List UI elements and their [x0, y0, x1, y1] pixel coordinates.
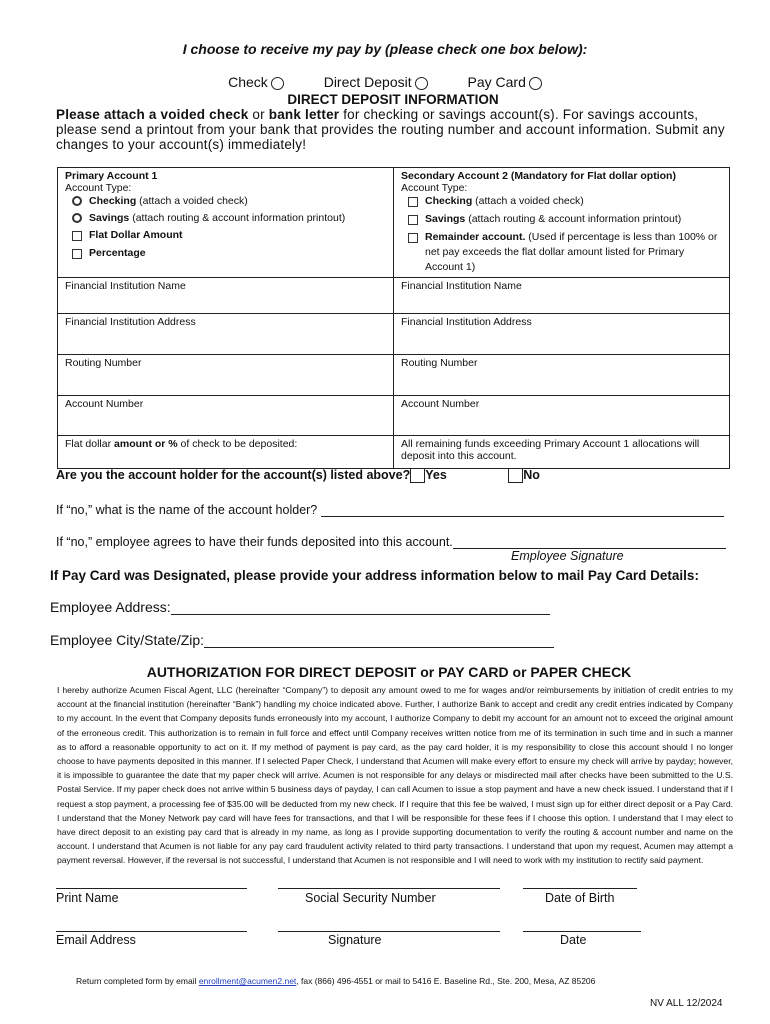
email-line[interactable]: [56, 931, 247, 932]
primary-account-title: Primary Account 1: [65, 170, 158, 182]
primary-percentage-checkbox[interactable]: [72, 249, 82, 259]
secondary-account-number-field[interactable]: [394, 396, 730, 436]
secondary-remainder-checkbox[interactable]: [408, 233, 418, 243]
no-label: No: [523, 468, 540, 482]
primary-flat-label: Flat Dollar Amount: [89, 229, 183, 241]
employee-signature-line[interactable]: [453, 534, 726, 549]
instr-rest: for checking or savings account(s). For savings accounts, please send a printout from your bank that provides the routing number and account information. Submit any changes to your account(s) immediately!: [56, 107, 725, 152]
email-label: Email Address: [56, 933, 136, 947]
ssn-line[interactable]: [278, 888, 500, 889]
account-holder-question-text: Are you the account holder for the account(s) listed above?: [56, 468, 411, 482]
print-name-label: Print Name: [56, 891, 119, 905]
primary-account-cell: [58, 168, 394, 278]
secondary-remainder-option[interactable]: [401, 230, 722, 275]
instr-bank-letter: bank letter: [268, 107, 340, 122]
date-line[interactable]: [523, 931, 641, 932]
secondary-fi-address-label: Financial Institution Address: [401, 316, 532, 328]
date-label: Date: [560, 933, 587, 947]
secondary-account-number-label: Account Number: [401, 398, 480, 410]
secondary-fi-name-label: Financial Institution Name: [401, 280, 522, 292]
primary-savings-option[interactable]: [65, 211, 386, 228]
yes-label: Yes: [425, 468, 447, 482]
account-holder-question: [56, 468, 540, 483]
no-checkbox[interactable]: [508, 468, 523, 483]
employee-address-label: Employee Address:: [50, 599, 171, 615]
primary-fi-name-field[interactable]: [58, 278, 394, 314]
yes-checkbox[interactable]: [410, 468, 425, 483]
check-radio[interactable]: [271, 77, 284, 90]
option-direct-deposit[interactable]: [324, 74, 428, 90]
remaining-funds-note: All remaining funds exceeding Primary Account 1 allocations will deposit into this account.: [401, 438, 700, 462]
secondary-account-type-label: Account Type:: [401, 182, 468, 194]
primary-routing-label: Routing Number: [65, 357, 142, 369]
secondary-savings-option[interactable]: [401, 212, 722, 230]
account-table: [57, 167, 730, 469]
dob-label: Date of Birth: [545, 891, 615, 905]
primary-savings-label: Savings: [89, 212, 130, 224]
signature-label: Signature: [328, 933, 382, 947]
primary-flat-option[interactable]: [65, 228, 386, 246]
secondary-checking-label: Checking: [425, 195, 473, 207]
secondary-fi-name-field[interactable]: [394, 278, 730, 314]
primary-checking-option[interactable]: [65, 194, 386, 211]
signature-line[interactable]: [278, 931, 500, 932]
secondary-remainder-note: (Used if percentage is less than 100% or net pay exceeds the flat dollar amount listed for Primary Account 1): [425, 231, 718, 273]
employee-city-row: [50, 632, 554, 648]
footer-post: , fax (866) 496-4551 or mail to 5416 E. Baseline Rd., Ste. 200, Mesa, AZ 85206: [296, 976, 596, 986]
secondary-checking-option[interactable]: [401, 194, 722, 212]
secondary-savings-label: Savings: [425, 213, 466, 225]
option-check[interactable]: [228, 74, 284, 90]
employee-address-row: [50, 599, 550, 615]
secondary-remainder-label: Remainder account.: [425, 231, 526, 243]
pay-card-radio[interactable]: [529, 77, 542, 90]
holder-name-label: If “no,” what is the name of the account holder?: [56, 503, 318, 517]
primary-savings-note: (attach routing & account information printout): [129, 212, 346, 224]
agree-label: If “no,” employee agrees to have their funds deposited into this account.: [56, 535, 453, 549]
pay-method-title: I choose to receive my pay by (please check one box below):: [182, 41, 588, 57]
form-code: NV ALL 12/2024: [650, 998, 723, 1009]
print-name-line[interactable]: [56, 888, 247, 889]
secondary-account-cell: [394, 168, 730, 278]
pay-method-options: [0, 74, 770, 90]
primary-account-number-label: Account Number: [65, 398, 144, 410]
secondary-routing-field[interactable]: [394, 355, 730, 396]
primary-checking-radio[interactable]: [72, 196, 82, 206]
secondary-account-title: Secondary Account 2 (Mandatory for Flat dollar option): [401, 170, 676, 182]
flat-amount-label: [65, 438, 297, 450]
flat-post: of check to be deposited:: [177, 438, 298, 450]
primary-savings-radio[interactable]: [72, 213, 82, 223]
direct-deposit-instructions: [56, 107, 736, 152]
secondary-remaining-funds-cell: [394, 436, 730, 469]
primary-flat-amount-field[interactable]: [58, 436, 394, 469]
primary-routing-field[interactable]: [58, 355, 394, 396]
primary-checking-note: (attach a voided check): [136, 195, 248, 207]
secondary-routing-label: Routing Number: [401, 357, 478, 369]
primary-fi-name-label: Financial Institution Name: [65, 280, 186, 292]
employee-city-label: Employee City/State/Zip:: [50, 632, 205, 648]
secondary-checking-note: (attach a voided check): [472, 195, 584, 207]
employee-address-input[interactable]: [171, 600, 550, 615]
secondary-checking-checkbox[interactable]: [408, 197, 418, 207]
pay-card-heading: If Pay Card was Designated, please provide your address information below to mail Pay Card Details:: [50, 568, 699, 583]
option-pay-card-label: Pay Card: [467, 74, 526, 90]
dob-line[interactable]: [523, 888, 637, 889]
flat-bold: amount or %: [114, 438, 178, 450]
authorization-text: I hereby authorize Acumen Fiscal Agent, LLC (hereinafter “Company”) to deposit any amount owed to me for wages and/or reimbursements by initiation of credit entries to my account at the financial institution (hereinafter “Bank”) handling my choice indicated above. Further, I authorize Bank to accept and credit any credit entries indicated by Company to my account. In the event that Company deposits funds erroneously into my account, I authorize Company to debit my account for an amount not to exceed the original amount of the erroneous credit. This authorization is to remain in full force and effect until Company receives written notice from me of its termination in such time and in such a manner as to afford a reasonable opportunity to act on it. If my method of payment is pay card, as the pay card holder, it is my responsibility to close this account should I no longer choose to have payments deposited in this manner. If I selected Paper Check, I understand that Acumen will make every effort to ensure my check will arrive by payday; however, it is impossible to guarantee the date that my paper check will arrive. Acumen is not responsible for any delays or misdirected mail after checks have been submitted to the U.S. Postal Service. If my paper check does not arrive within 5 business days of payday, I can call Acumen to issue a stop payment and have a new check issued. I understand that if I request a stop payment, a processing fee of $35.00 will be deducted from my new check. If I require that this fee be waived, I must sign up for either direct deposit or a Pay Card. I understand that the Money Network pay card will have fees for transactions, and that I will be responsible for these fees if I choose this option. I understand that I may elect to have direct deposit to an existing pay card that is already in my name, as long as I provide supporting documentation to verify the routing & account number and name on the account. I understand that Acumen is not liable for any pay card fraudulent activity related to third party transactions. I understand that upon my request, Acumen may attempt a payment reversal. However, if the reversal is not successful, I understand that Acumen is not responsible and I will need to work with my institution to rectify said payment.: [57, 685, 733, 866]
primary-percentage-label: Percentage: [89, 247, 146, 259]
option-pay-card[interactable]: [468, 74, 542, 90]
agree-question: [56, 534, 726, 549]
enrollment-email-link[interactable]: enrollment@acumen2.net: [198, 976, 297, 986]
secondary-fi-address-field[interactable]: [394, 314, 730, 355]
primary-fi-address-label: Financial Institution Address: [65, 316, 196, 328]
return-instructions: [76, 976, 595, 986]
direct-deposit-radio[interactable]: [415, 77, 428, 90]
primary-account-number-field[interactable]: [58, 396, 394, 436]
primary-checking-label: Checking: [89, 195, 137, 207]
primary-fi-address-field[interactable]: [58, 314, 394, 355]
primary-flat-checkbox[interactable]: [72, 231, 82, 241]
secondary-savings-checkbox[interactable]: [408, 215, 418, 225]
employee-signature-caption: Employee Signature: [511, 549, 624, 563]
option-check-label: Check: [228, 74, 268, 90]
direct-deposit-heading: DIRECT DEPOSIT INFORMATION: [287, 92, 499, 107]
ssn-label: Social Security Number: [305, 891, 436, 905]
primary-percentage-option[interactable]: [65, 246, 386, 264]
employee-city-input[interactable]: [204, 633, 554, 648]
flat-pre: Flat dollar: [65, 438, 115, 450]
holder-name-question: [56, 502, 724, 517]
holder-name-input[interactable]: [321, 502, 724, 517]
instr-or: or: [248, 107, 269, 122]
secondary-savings-note: (attach routing & account information printout): [465, 213, 682, 225]
instr-voided-check: Please attach a voided check: [56, 107, 249, 122]
footer-pre: Return completed form by email: [76, 976, 199, 986]
option-direct-deposit-label: Direct Deposit: [323, 74, 412, 90]
primary-account-type-label: Account Type:: [65, 182, 132, 194]
authorization-heading: AUTHORIZATION FOR DIRECT DEPOSIT or PAY CARD or PAPER CHECK: [146, 664, 632, 680]
